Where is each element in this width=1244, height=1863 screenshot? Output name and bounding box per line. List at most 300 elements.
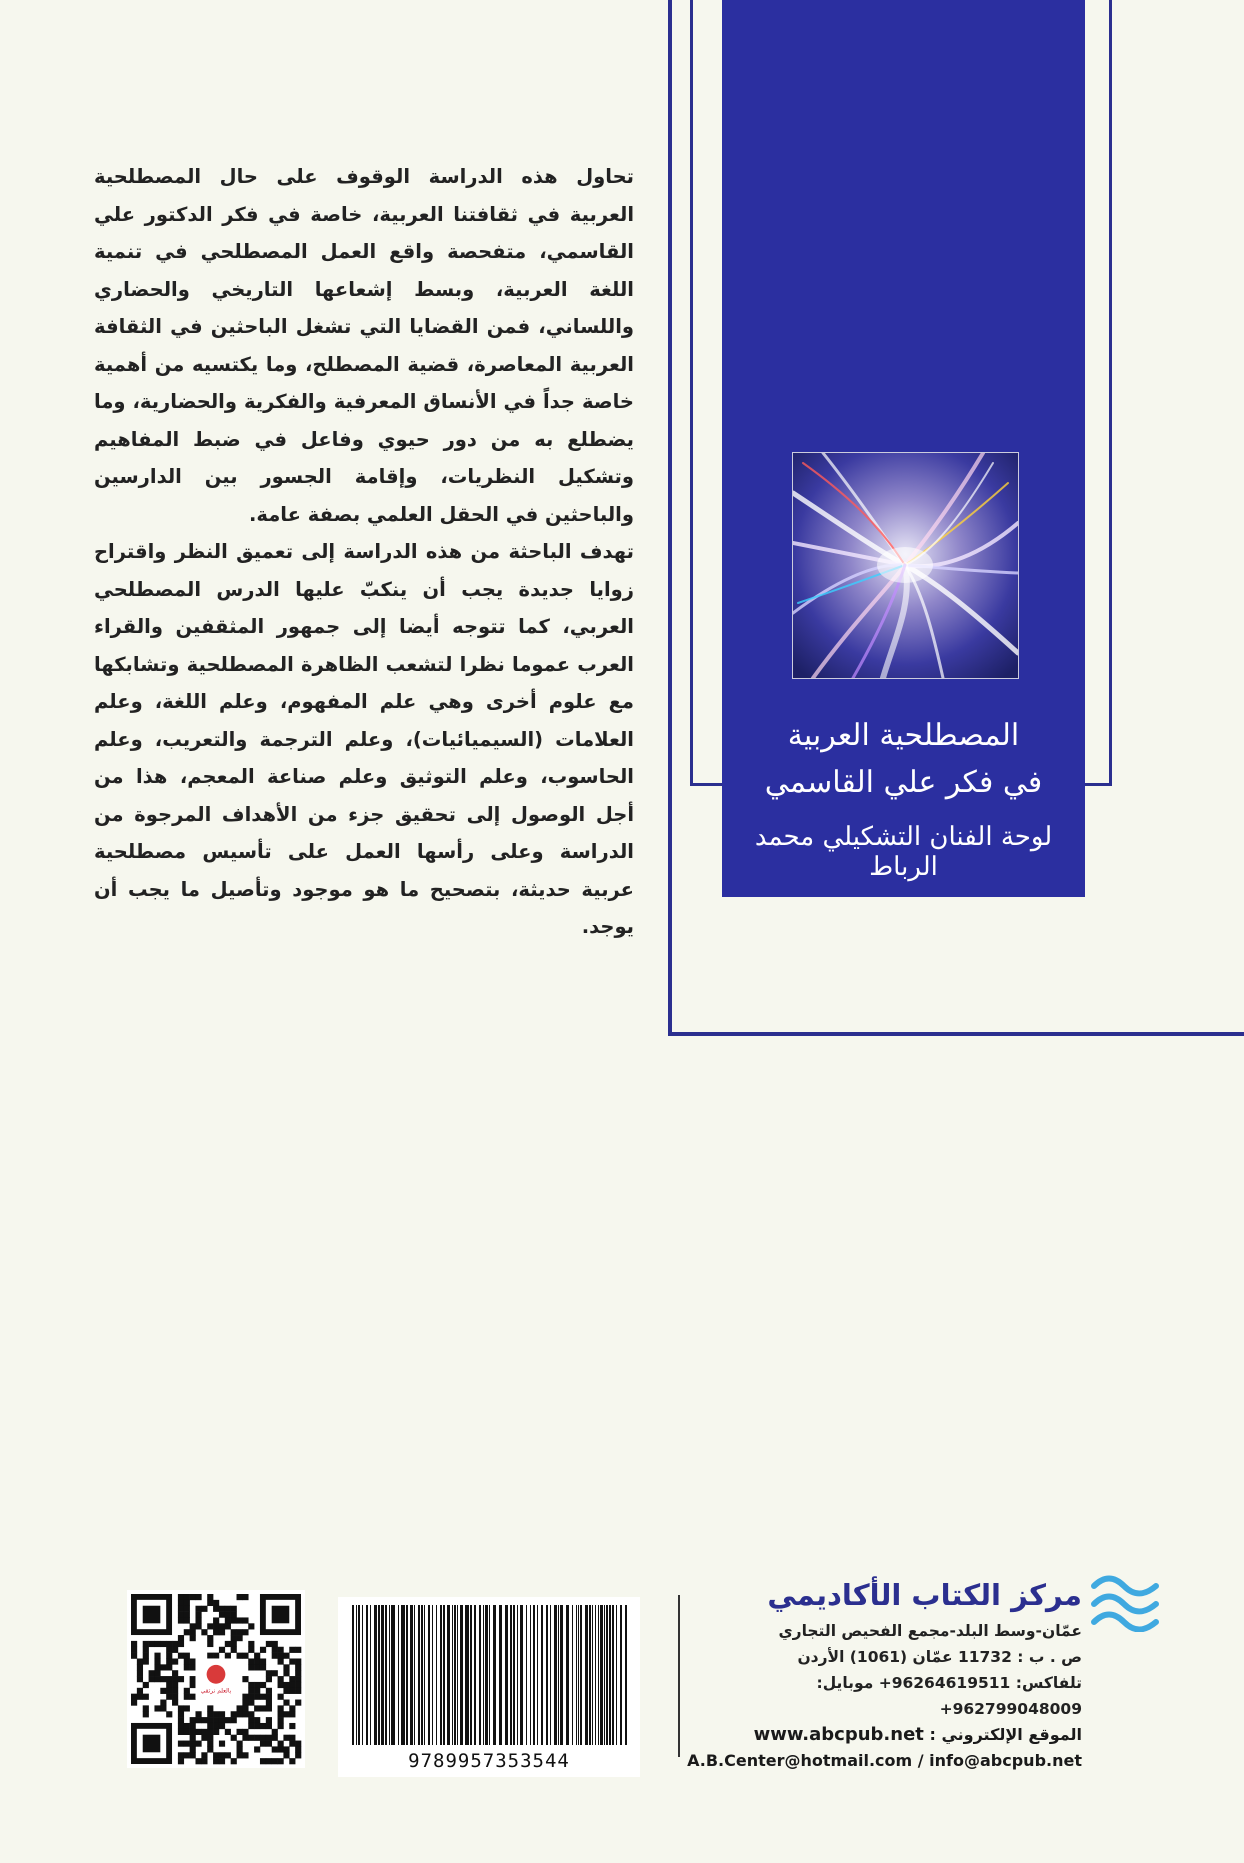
qr-module [184, 1723, 190, 1729]
qr-module [190, 1735, 196, 1741]
qr-code [127, 1590, 305, 1768]
qr-module [172, 1658, 178, 1664]
qr-module [184, 1606, 190, 1612]
qr-module [254, 1664, 260, 1670]
qr-module [260, 1694, 266, 1700]
barcode-bar [537, 1605, 538, 1745]
qr-module [248, 1694, 254, 1700]
qr-module [278, 1658, 284, 1664]
qr-module [289, 1723, 295, 1729]
qr-module [242, 1752, 248, 1758]
barcode-bar [381, 1605, 384, 1745]
qr-module [154, 1664, 160, 1670]
qr-module [172, 1700, 178, 1706]
qr-module [266, 1641, 272, 1647]
qr-module [219, 1723, 225, 1729]
barcode-bar [358, 1605, 360, 1745]
panel-title-line1: المصطلحية العربية [787, 718, 1020, 753]
barcode-bar [592, 1605, 593, 1745]
publisher-info [682, 1578, 1082, 1774]
qr-module [213, 1600, 219, 1606]
qr-module [131, 1694, 137, 1700]
barcode-bar [598, 1605, 599, 1745]
qr-module [137, 1694, 143, 1700]
qr-module [231, 1617, 237, 1623]
qr-module [190, 1658, 196, 1664]
qr-module [184, 1600, 190, 1606]
qr-module [143, 1711, 149, 1717]
qr-module [154, 1670, 160, 1676]
qr-module [248, 1623, 254, 1629]
qr-module [207, 1735, 213, 1741]
barcode-bar [554, 1605, 557, 1745]
qr-module [237, 1653, 243, 1659]
qr-module [207, 1723, 213, 1729]
qr-module [266, 1758, 272, 1764]
barcode-bar [566, 1605, 569, 1745]
qr-module [278, 1741, 284, 1747]
barcode-bar [414, 1605, 415, 1745]
qr-module [248, 1664, 254, 1670]
qr-module [137, 1664, 143, 1670]
qr-module [207, 1741, 213, 1747]
qr-module [254, 1746, 260, 1752]
qr-module [289, 1688, 295, 1694]
qr-module [219, 1629, 225, 1635]
qr-module [143, 1641, 149, 1647]
qr-module [160, 1664, 166, 1670]
qr-module [178, 1600, 184, 1606]
qr-module [237, 1617, 243, 1623]
barcode-bar [452, 1605, 453, 1745]
qr-module [160, 1688, 166, 1694]
barcode-bar [625, 1605, 627, 1745]
qr-module [289, 1705, 295, 1711]
qr-module [178, 1641, 184, 1647]
barcode-bar [612, 1605, 614, 1745]
qr-module [231, 1629, 237, 1635]
qr-module [272, 1746, 278, 1752]
qr-module [195, 1711, 201, 1717]
barcode-bar [526, 1605, 527, 1745]
barcode-bar [436, 1605, 437, 1745]
qr-module [137, 1658, 143, 1664]
qr-module [242, 1735, 248, 1741]
qr-module [289, 1658, 295, 1664]
qr-module [254, 1694, 260, 1700]
qr-module [266, 1705, 272, 1711]
qr-module [248, 1723, 254, 1729]
barcode-bar [533, 1605, 535, 1745]
qr-module [237, 1752, 243, 1758]
qr-module [143, 1682, 149, 1688]
barcode-bar [443, 1605, 445, 1745]
publisher-divider [678, 1595, 680, 1757]
qr-module [166, 1676, 172, 1682]
qr-module [207, 1711, 213, 1717]
qr-module [283, 1746, 289, 1752]
qr-module [190, 1594, 196, 1600]
qr-module [178, 1676, 184, 1682]
qr-module [154, 1658, 160, 1664]
qr-module [283, 1711, 289, 1717]
qr-module [260, 1682, 266, 1688]
qr-module [166, 1658, 172, 1664]
qr-module [201, 1629, 207, 1635]
qr-module [266, 1723, 272, 1729]
qr-module [149, 1670, 155, 1676]
barcode-bar [378, 1605, 380, 1745]
qr-module [184, 1729, 190, 1735]
barcode-bar [520, 1605, 523, 1745]
qr-module [219, 1741, 225, 1747]
qr-module [190, 1694, 196, 1700]
qr-module [278, 1717, 284, 1723]
qr-module [295, 1676, 301, 1682]
qr-module [260, 1758, 266, 1764]
qr-module [295, 1688, 301, 1694]
barcode-bar [432, 1605, 433, 1745]
qr-module [272, 1670, 278, 1676]
qr-module [184, 1653, 190, 1659]
qr-module [283, 1735, 289, 1741]
qr-module [190, 1629, 196, 1635]
artwork-credit: لوحة الفنان التشكيلي محمد الرباط [754, 822, 1053, 882]
qr-module [237, 1729, 243, 1735]
qr-module [131, 1647, 137, 1653]
qr-module [248, 1641, 254, 1647]
qr-module [166, 1688, 172, 1694]
qr-module [225, 1653, 231, 1659]
qr-module [178, 1635, 184, 1641]
qr-module [178, 1723, 184, 1729]
qr-module [131, 1641, 137, 1647]
qr-module [219, 1717, 225, 1723]
qr-module [131, 1653, 137, 1659]
qr-module [272, 1729, 278, 1735]
isbn-number: 9789957353544 [408, 1750, 570, 1772]
qr-module [295, 1752, 301, 1758]
barcode-bar [470, 1605, 472, 1745]
qr-module [254, 1653, 260, 1659]
barcode-bar [513, 1605, 515, 1745]
qr-module [184, 1617, 190, 1623]
qr-module [242, 1594, 248, 1600]
qr-module [231, 1606, 237, 1612]
qr-module [207, 1746, 213, 1752]
blue-panel [722, 0, 1085, 897]
qr-module [195, 1594, 201, 1600]
qr-module [166, 1711, 172, 1717]
qr-module [184, 1694, 190, 1700]
qr-module [289, 1682, 295, 1688]
qr-module [295, 1700, 301, 1706]
qr-module [213, 1623, 219, 1629]
barcode-bar [385, 1605, 387, 1745]
qr-module [260, 1705, 266, 1711]
qr-module [237, 1741, 243, 1747]
qr-module [219, 1606, 225, 1612]
qr-module [195, 1717, 201, 1723]
qr-module [207, 1705, 213, 1711]
barcode-bar [440, 1605, 442, 1745]
qr-module [254, 1723, 260, 1729]
qr-module [266, 1688, 272, 1694]
barcode-bar [454, 1605, 456, 1745]
publisher-name: مركز الكتاب الأكاديمي [767, 1578, 1082, 1612]
qr-module [272, 1758, 278, 1764]
qr-module [242, 1653, 248, 1659]
qr-module [278, 1711, 284, 1717]
qr-module [154, 1641, 160, 1647]
qr-module [213, 1723, 219, 1729]
qr-module [278, 1682, 284, 1688]
qr-module [237, 1594, 243, 1600]
barcode-bar [370, 1605, 371, 1745]
barcode-bar [474, 1605, 476, 1745]
qr-module [201, 1606, 207, 1612]
qr-module [242, 1617, 248, 1623]
qr-module [289, 1741, 295, 1747]
qr-module [283, 1688, 289, 1694]
qr-module [190, 1717, 196, 1723]
publisher-logo-waves-icon [1090, 1574, 1160, 1632]
qr-center-label: بالعلم نرتقي [200, 1687, 232, 1695]
qr-center-logo-icon [207, 1665, 226, 1684]
qr-module [143, 1694, 149, 1700]
publisher-website-line [682, 1722, 1082, 1748]
qr-module [289, 1758, 295, 1764]
qr-module [242, 1629, 248, 1635]
qr-module [225, 1623, 231, 1629]
qr-module [184, 1741, 190, 1747]
qr-module [207, 1635, 213, 1641]
qr-module [254, 1688, 260, 1694]
barcode-bar [406, 1605, 408, 1745]
qr-module [154, 1676, 160, 1682]
qr-module [166, 1694, 172, 1700]
qr-module [166, 1664, 172, 1670]
qr-module [278, 1746, 284, 1752]
qr-module [289, 1676, 295, 1682]
qr-module [184, 1705, 190, 1711]
qr-module [295, 1664, 301, 1670]
qr-module [242, 1694, 248, 1700]
qr-finder [143, 1606, 161, 1624]
barcode-bar [550, 1605, 551, 1745]
barcode-bar [479, 1605, 481, 1745]
qr-module [213, 1629, 219, 1635]
qr-module [190, 1664, 196, 1670]
qr-module [248, 1647, 254, 1653]
qr-module [260, 1658, 266, 1664]
qr-module [201, 1758, 207, 1764]
qr-module [231, 1641, 237, 1647]
qr-module [231, 1758, 237, 1764]
barcode-bar [541, 1605, 543, 1745]
qr-module [143, 1653, 149, 1659]
qr-module [242, 1700, 248, 1706]
qr-module [178, 1705, 184, 1711]
qr-module [213, 1752, 219, 1758]
qr-module [248, 1717, 254, 1723]
barcode-bar [600, 1605, 603, 1745]
qr-module [231, 1647, 237, 1653]
qr-module [237, 1629, 243, 1635]
qr-module [278, 1705, 284, 1711]
qr-module [184, 1752, 190, 1758]
qr-module [172, 1641, 178, 1647]
qr-module [248, 1682, 254, 1688]
qr-module [260, 1647, 266, 1653]
qr-module [190, 1741, 196, 1747]
qr-module [184, 1664, 190, 1670]
qr-module [278, 1758, 284, 1764]
qr-module [143, 1658, 149, 1664]
qr-module [190, 1682, 196, 1688]
qr-module [289, 1711, 295, 1717]
qr-module [160, 1641, 166, 1647]
qr-module [242, 1676, 248, 1682]
qr-module [266, 1717, 272, 1723]
barcode-bar [460, 1605, 463, 1745]
qr-module [266, 1700, 272, 1706]
qr-module [219, 1758, 225, 1764]
qr-module [160, 1705, 166, 1711]
barcode-bar [362, 1605, 363, 1745]
qr-module [143, 1647, 149, 1653]
qr-module [260, 1735, 266, 1741]
qr-module [201, 1717, 207, 1723]
qr-module [190, 1729, 196, 1735]
qr-module [213, 1617, 219, 1623]
qr-module [272, 1647, 278, 1653]
qr-module [207, 1641, 213, 1647]
qr-module [207, 1729, 213, 1735]
barcode-bar [457, 1605, 458, 1745]
qr-module [195, 1741, 201, 1747]
barcode-bar [389, 1605, 390, 1745]
qr-module [213, 1653, 219, 1659]
qr-module [172, 1694, 178, 1700]
qr-module [184, 1658, 190, 1664]
qr-module [184, 1688, 190, 1694]
panel-title-line2: في فكر علي القاسمي [764, 765, 1043, 800]
qr-module [219, 1623, 225, 1629]
qr-module [178, 1758, 184, 1764]
qr-module [242, 1705, 248, 1711]
qr-module [190, 1746, 196, 1752]
qr-module [260, 1723, 266, 1729]
publisher-pobox: ص . ب : 11732 عمّان (1061) الأردن [797, 1648, 1082, 1666]
barcode-bar [418, 1605, 420, 1745]
qr-module [231, 1735, 237, 1741]
qr-module [149, 1641, 155, 1647]
qr-module [172, 1647, 178, 1653]
qr-module [272, 1653, 278, 1659]
qr-module [237, 1711, 243, 1717]
qr-module [160, 1700, 166, 1706]
barcode-bar [558, 1605, 559, 1745]
barcode-bar [517, 1605, 518, 1745]
barcode-bar [447, 1605, 450, 1745]
qr-module [213, 1711, 219, 1717]
qr-module [213, 1606, 219, 1612]
qr-module [225, 1717, 231, 1723]
qr-module [272, 1641, 278, 1647]
barcode-bar [401, 1605, 405, 1745]
qr-module [237, 1705, 243, 1711]
qr-module [248, 1700, 254, 1706]
qr-module [260, 1741, 266, 1747]
qr-module [248, 1688, 254, 1694]
cover-artwork-image [792, 452, 1019, 679]
qr-module [248, 1735, 254, 1741]
qr-module [231, 1711, 237, 1717]
barcode-bar [589, 1605, 591, 1745]
qr-module [295, 1658, 301, 1664]
qr-module [172, 1676, 178, 1682]
qr-module [207, 1717, 213, 1723]
barcode-bar [609, 1605, 611, 1745]
qr-module [195, 1729, 201, 1735]
qr-module [160, 1676, 166, 1682]
qr-module [242, 1729, 248, 1735]
barcode-bar [374, 1605, 377, 1745]
qr-finder [272, 1606, 290, 1624]
blurb-paragraph-2: تهدف الباحثة من هذه الدراسة إلى تعميق النظر واقتراح زوايا جديدة يجب أن ينكبّ عليها الدرس المصطلحي العربي، كما تتوجه أيضا إلى جمهور المثقفين والقراء العرب عموما نظرا لتشعب الظاهرة المصطلحية وتشابكها مع علوم أخرى وهي علم المفهوم، وعلم اللغة، وعلم العلامات (السيميائيات)، وعلم الترجمة والتعريب، وعلم الحاسوب، وعلم التوثيق وعلم صناعة المعجم، هذا من أجل الوصول إلى تحقيق جزء من الأهداف المرجوة من الدراسة وعلى رأسها العمل على تأسيس مصطلحية عربية حديثة، بتصحيح ما هو موجود وتأصيل ما يجب أن يوجد. [94, 540, 634, 938]
barcode-bar [580, 1605, 582, 1745]
qr-module [219, 1752, 225, 1758]
barcode-bar [483, 1605, 484, 1745]
qr-module [266, 1735, 272, 1741]
qr-module [225, 1752, 231, 1758]
qr-module [266, 1741, 272, 1747]
qr-module [190, 1723, 196, 1729]
qr-module [254, 1705, 260, 1711]
barcode-bar [421, 1605, 423, 1745]
qr-module [166, 1682, 172, 1688]
qr-module [154, 1653, 160, 1659]
barcode-bar [620, 1605, 622, 1745]
qr-module [178, 1612, 184, 1618]
barcode-bar [410, 1605, 413, 1745]
qr-module [283, 1682, 289, 1688]
barcode-bar [428, 1605, 430, 1745]
qr-module [295, 1670, 301, 1676]
barcode-bar [510, 1605, 512, 1745]
barcode-bar [499, 1605, 502, 1745]
qr-module [201, 1729, 207, 1735]
qr-module [178, 1606, 184, 1612]
qr-module [190, 1635, 196, 1641]
qr-module [213, 1758, 219, 1764]
qr-module [231, 1612, 237, 1618]
qr-module [178, 1729, 184, 1735]
qr-module [172, 1682, 178, 1688]
barcode-bar [595, 1605, 596, 1745]
qr-module [184, 1594, 190, 1600]
qr-module [225, 1606, 231, 1612]
qr-module [225, 1641, 231, 1647]
qr-module [166, 1647, 172, 1653]
qr-module [207, 1623, 213, 1629]
qr-module [190, 1676, 196, 1682]
qr-module [195, 1612, 201, 1618]
barcode-bar [366, 1605, 368, 1745]
barcode-bar [424, 1605, 425, 1745]
qr-module [207, 1653, 213, 1659]
